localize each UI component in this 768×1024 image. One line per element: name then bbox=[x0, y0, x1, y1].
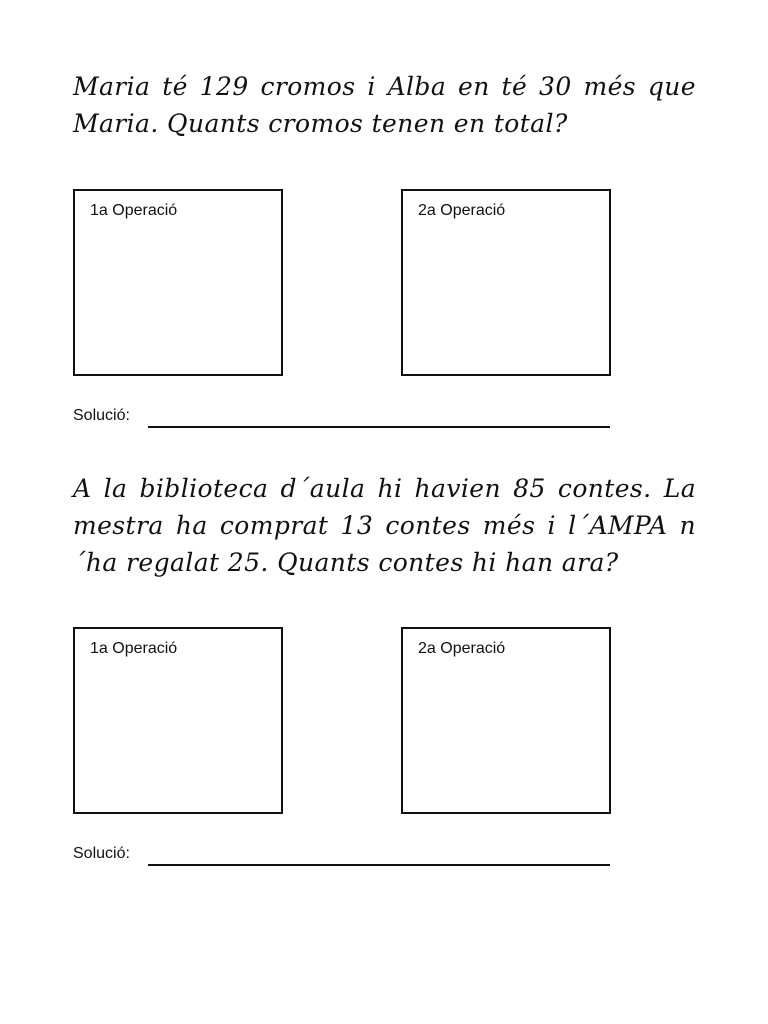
problem-1-solution-line[interactable] bbox=[148, 426, 610, 428]
problem-2-solution-line[interactable] bbox=[148, 864, 610, 866]
problem-1-operation-1-box[interactable] bbox=[73, 189, 283, 376]
problem-2-operation-1-box[interactable] bbox=[73, 627, 283, 814]
operation-2-label: 2a Operació bbox=[418, 640, 506, 657]
problem-2-statement: A la biblioteca d´aula hi havien 85 contes. La mestra ha comprat 13 contes més i l´AMPA n´ha regalat 25. Quants contes hi han ara? bbox=[73, 474, 696, 577]
problem-1-operation-2-box[interactable] bbox=[401, 189, 611, 376]
problem-1-solution-label: Solució: bbox=[73, 407, 130, 424]
operation-2-label: 2a Operació bbox=[418, 202, 506, 219]
operation-1-label: 1a Operació bbox=[90, 640, 178, 657]
problem-2-operation-2-box[interactable] bbox=[401, 627, 611, 814]
problem-1-statement: Maria té 129 cromos i Alba en té 30 més que Maria. Quants cromos tenen en total? bbox=[73, 72, 696, 138]
problem-2-solution-label: Solució: bbox=[73, 845, 130, 862]
operation-1-label: 1a Operació bbox=[90, 202, 178, 219]
